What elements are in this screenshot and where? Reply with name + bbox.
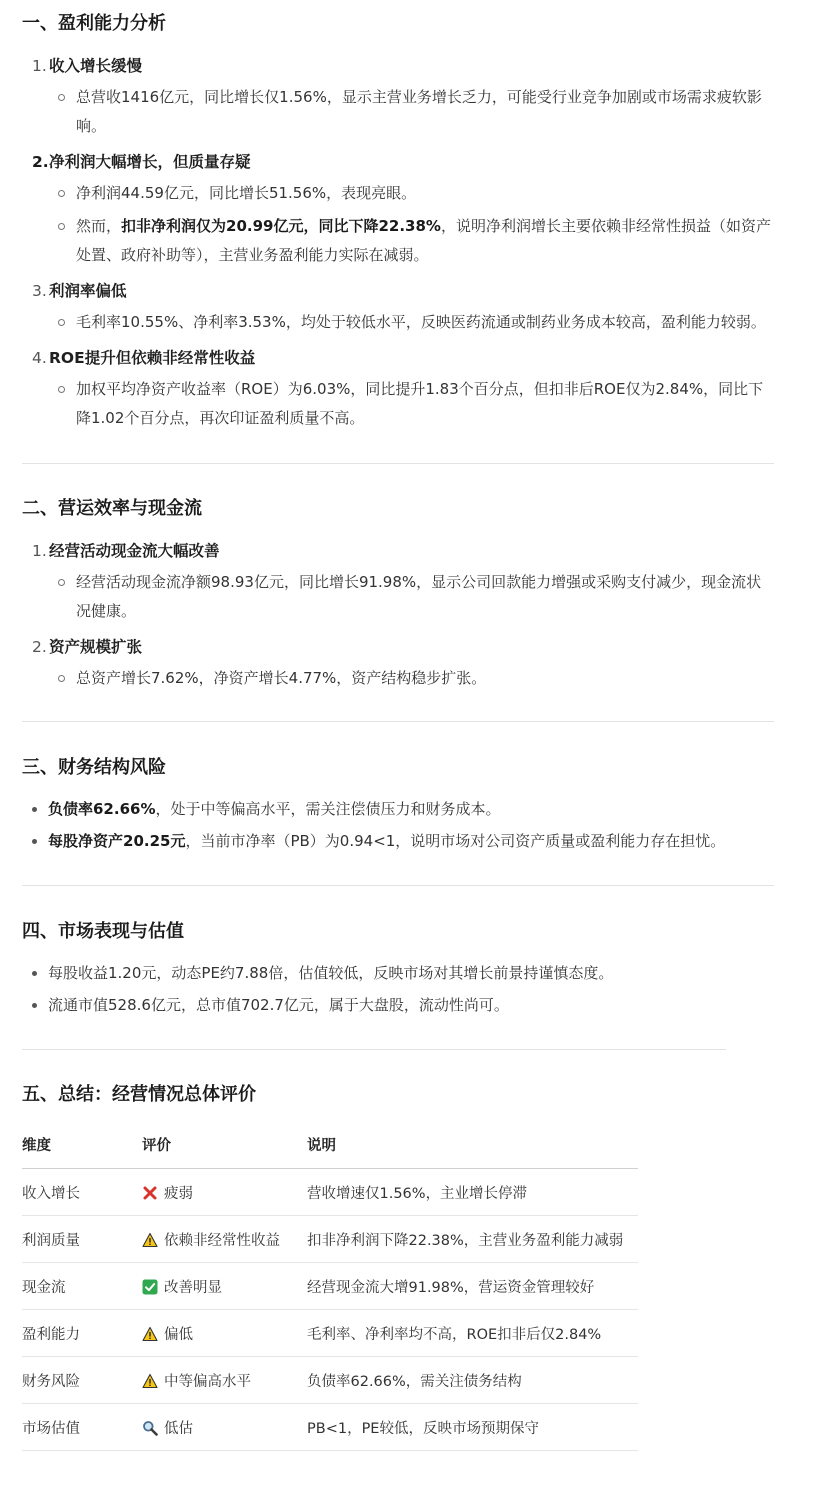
cell-evaluation (142, 1310, 307, 1357)
bold-text: 负债率62.66% (48, 800, 156, 818)
text-segment: 然而， (76, 217, 122, 235)
list-item (22, 49, 774, 141)
item-number: 2. (32, 153, 49, 171)
item-number: 3. (32, 282, 47, 300)
cell-dimension: 收入增长 (22, 1169, 142, 1216)
cell-note: 营收增速仅1.56%，主业增长停滞 (307, 1169, 638, 1216)
column-header: 维度 (22, 1120, 142, 1169)
cell-note: 经营现金流大增91.98%，营运资金管理较好 (307, 1263, 638, 1310)
cell-dimension: 盈利能力 (22, 1310, 142, 1357)
item-heading (22, 341, 774, 375)
text-segment: ，当前市净率（PB）为0.94<1，说明市场对公司资产质量或盈利能力存在担忧。 (185, 832, 726, 850)
check-mark-icon (142, 1279, 158, 1295)
warning-icon (142, 1326, 158, 1342)
sub-list (22, 83, 774, 141)
sub-item: 总资产增长7.62%，净资产增长4.77%，资产结构稳步扩张。 (56, 664, 774, 693)
sub-item (56, 212, 774, 270)
list-item (22, 145, 774, 270)
text-segment: ，处于中等偏高水平，需关注偿债压力和财务成本。 (155, 800, 501, 818)
sub-item: 总营收1416亿元，同比增长仅1.56%，显示主营业务增长乏力，可能受行业竞争加剧或市场需求疲软影响。 (56, 83, 774, 141)
bullet-item (30, 827, 774, 855)
section-operations-cashflow (22, 494, 774, 693)
table-row (22, 1169, 638, 1216)
section-title: 五、总结：经营情况总体评价 (22, 1084, 256, 1105)
table-row (22, 1216, 638, 1263)
cell-dimension: 利润质量 (22, 1216, 142, 1263)
section-financial-risk (22, 753, 774, 855)
item-title: 收入增长缓慢 (49, 57, 143, 75)
item-number: 1. (32, 542, 47, 560)
bold-text: 扣非净利润仅为20.99亿元，同比下降22.38% (121, 217, 441, 235)
cell-evaluation (142, 1216, 307, 1263)
cell-evaluation (142, 1169, 307, 1216)
item-number: 4. (32, 349, 47, 367)
section-summary (22, 1080, 774, 1451)
cell-note: 负债率62.66%，需关注债务结构 (307, 1357, 638, 1404)
section-title: 三、财务结构风险 (22, 757, 166, 778)
evaluation-label: 偏低 (164, 1326, 193, 1343)
divider (22, 721, 774, 722)
sub-list (22, 179, 774, 270)
cell-evaluation (142, 1357, 307, 1404)
table-row (22, 1357, 638, 1404)
divider (22, 885, 774, 886)
list-item (22, 341, 774, 433)
cross-mark-icon (142, 1185, 158, 1201)
item-title: 净利润大幅增长，但质量存疑 (49, 153, 251, 171)
bullet-list (22, 959, 774, 1019)
evaluation-label: 疲弱 (164, 1185, 193, 1202)
sub-item: 加权平均净资产收益率（ROE）为6.03%，同比提升1.83个百分点，但扣非后ROE仅为2.84%，同比下降1.02个百分点，再次印证盈利质量不高。 (56, 375, 774, 433)
text-segment: ，说明净利润增长主要依赖非经常性损益（如资产处置、政府补助等），主营业务盈利能力实际在减弱。 (76, 217, 771, 264)
warning-icon (142, 1232, 158, 1248)
item-number: 1. (32, 57, 47, 75)
sub-list (22, 664, 774, 693)
evaluation-label: 依赖非经常性收益 (164, 1232, 280, 1249)
sub-list (22, 308, 774, 337)
cell-note: 扣非净利润下降22.38%，主营业务盈利能力减弱 (307, 1216, 638, 1263)
section-title: 四、市场表现与估值 (22, 921, 184, 942)
section-title: 二、营运效率与现金流 (22, 498, 202, 519)
sub-list (22, 375, 774, 433)
item-title: 资产规模扩张 (49, 638, 143, 656)
warning-icon (142, 1373, 158, 1389)
sub-item: 毛利率10.55%、净利率3.53%，均处于较低水平，反映医药流通或制药业务成本较高，盈利能力较弱。 (56, 308, 774, 337)
evaluation-label: 中等偏高水平 (164, 1373, 251, 1390)
sub-list (22, 568, 774, 626)
table-row (22, 1310, 638, 1357)
cell-dimension: 市场估值 (22, 1404, 142, 1451)
cell-evaluation (142, 1404, 307, 1451)
column-header: 评价 (142, 1120, 307, 1169)
table-row (22, 1404, 638, 1451)
list-item (22, 534, 774, 626)
section-market-valuation (22, 917, 774, 1019)
cell-evaluation (142, 1263, 307, 1310)
column-header: 说明 (307, 1120, 638, 1169)
item-heading (22, 630, 774, 664)
divider (22, 463, 774, 464)
sub-item: 经营活动现金流净额98.93亿元，同比增长91.98%，显示公司回款能力增强或采购支付减少，现金流状况健康。 (56, 568, 774, 626)
table-header-row (22, 1120, 638, 1169)
bullet-item: 每股收益1.20元，动态PE约7.88倍，估值较低，反映市场对其增长前景持谨慎态度。 (30, 959, 774, 987)
item-list (22, 534, 774, 693)
item-heading (22, 274, 774, 308)
magnifier-icon (142, 1420, 158, 1436)
sub-item: 净利润44.59亿元，同比增长51.56%，表现亮眼。 (56, 179, 774, 208)
list-item (22, 274, 774, 337)
table-row (22, 1263, 638, 1310)
item-list (22, 49, 774, 433)
item-heading (22, 49, 774, 83)
evaluation-label: 低估 (164, 1420, 193, 1437)
evaluation-label: 改善明显 (164, 1279, 222, 1296)
item-title: 利润率偏低 (49, 282, 127, 300)
bullet-item: 流通市值528.6亿元，总市值702.7亿元，属于大盘股，流动性尚可。 (30, 991, 774, 1019)
item-heading (22, 534, 774, 568)
section-title: 一、盈利能力分析 (22, 13, 166, 34)
bold-text: 每股净资产20.25元 (48, 832, 186, 850)
summary-table (22, 1120, 638, 1451)
bullet-item (30, 795, 774, 823)
item-number: 2. (32, 638, 47, 656)
section-profitability (22, 0, 774, 433)
divider (22, 1049, 726, 1050)
item-heading (22, 145, 774, 179)
list-item (22, 630, 774, 693)
item-title: 经营活动现金流大幅改善 (49, 542, 220, 560)
cell-note: 毛利率、净利率均不高，ROE扣非后仅2.84% (307, 1310, 638, 1357)
cell-note: PB<1，PE较低，反映市场预期保守 (307, 1404, 638, 1451)
cell-dimension: 财务风险 (22, 1357, 142, 1404)
cell-dimension: 现金流 (22, 1263, 142, 1310)
item-title: ROE提升但依赖非经常性收益 (49, 349, 256, 367)
bullet-list (22, 795, 774, 855)
